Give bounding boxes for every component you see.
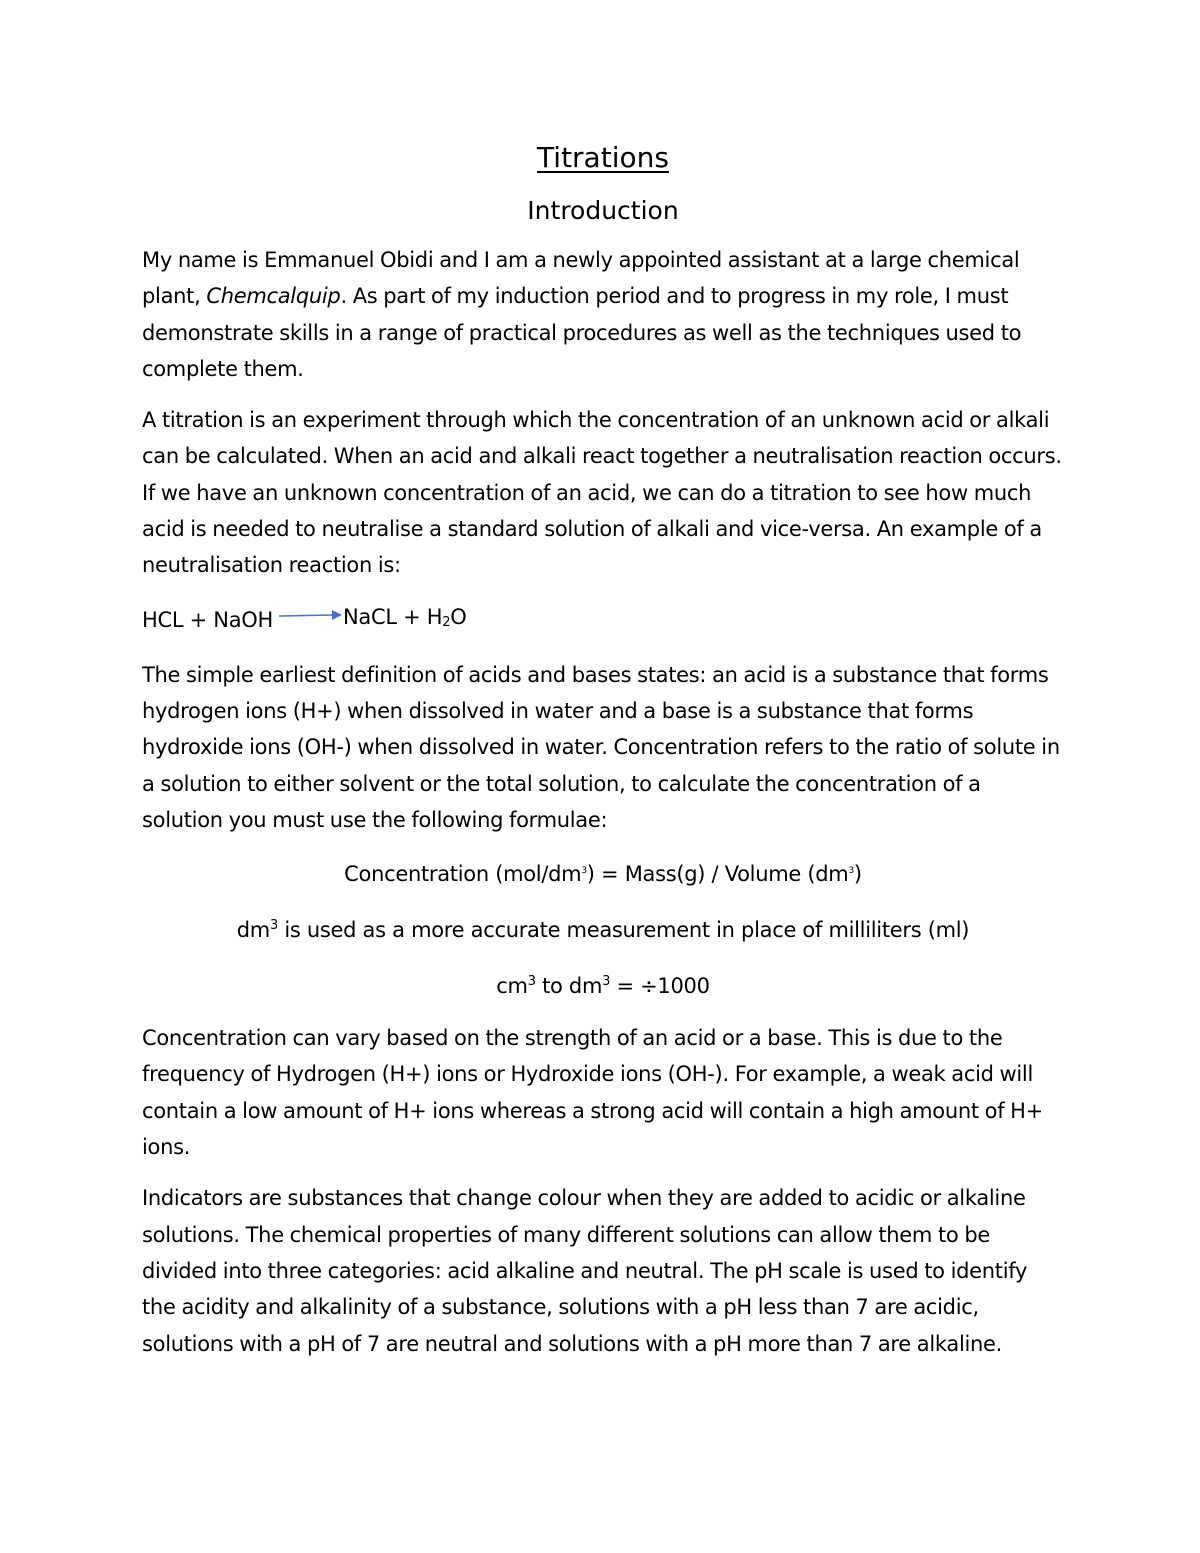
dm-explanation-text: is used as a more accurate measurement in place of milliliters (ml) [277, 918, 970, 943]
conversion-middle: to dm [535, 974, 603, 999]
conversion-result: = ÷1000 [610, 974, 710, 999]
indicators-paragraph: Indicators are substances that change colour when they are added to acidic or alkaline solutions. The chemical properties of many different solutions can allow them to be divided into three categories: acid alkaline and neutral. The pH scale is used to identify the acidity and alkalinity of a substance, solutions with a pH less than 7 are acidic, solutions with a pH of 7 are neutral and solutions with a pH more than 7 are alkaline. [142, 1186, 1028, 1356]
reaction-equation [142, 599, 1064, 641]
equation-products-prefix: NaCL + H [343, 604, 443, 629]
document-title: Titrations [537, 141, 669, 174]
concentration-formula [142, 853, 1064, 892]
equation-subscript: 2 [442, 614, 451, 630]
right-arrow-icon [277, 605, 343, 623]
cm-unit: cm [496, 974, 528, 999]
dm-unit: dm [236, 918, 270, 943]
intro-paragraph [142, 242, 1064, 387]
dm-explanation-line [142, 908, 1064, 948]
formula-superscript-1: 3 [581, 866, 587, 877]
equation-products-suffix: O [450, 604, 467, 629]
dm-superscript: 3 [269, 918, 278, 934]
equation-reactants: HCL + NaOH [142, 607, 273, 632]
company-name: Chemcalquip [206, 284, 341, 309]
formula-part-3: ) [853, 862, 862, 887]
intro-text-end: . As part of my induction period and to progress in my role, I must demonstrate skills in a range of practical procedures as well as the techniques used to complete them. [142, 284, 1022, 381]
titration-paragraph: A titration is an experiment through which the concentration of an unknown acid or alkali can be calculated. When an acid and alkali react together a neutralisation reaction occurs. If we have an unknown concentration of an acid, we can do a titration to see how much acid is needed to neutralise a standard solution of alkali and vice-versa. An example of a neutralisation reaction is: [142, 408, 1062, 578]
intro-text-start: My name is Emmanuel Obidi and I am a newly appointed assistant at a large chemical plant, [142, 248, 1020, 309]
formula-part-2: ) = Mass(g) / Volume (dm [586, 862, 849, 887]
formula-superscript-2: 3 [848, 866, 854, 877]
cm-superscript: 3 [527, 974, 536, 990]
dm-superscript-2: 3 [602, 974, 611, 990]
document-body [142, 140, 1064, 1377]
conversion-line [142, 964, 1064, 1004]
section-heading: Introduction [527, 196, 679, 225]
equation-products [343, 599, 467, 641]
acids-bases-paragraph: The simple earliest definition of acids and bases states: an acid is a substance that forms hydrogen ions (H+) when dissolved in water and a base is a substance that forms hydroxide ions (OH-) when dissolved in water. Concentration refers to the ratio of solute in a solution to either solvent or the total solution, to calculate the concentration of a solution you must use the following formulae: [142, 662, 1060, 832]
concentration-paragraph: Concentration can vary based on the strength of an acid or a base. This is due to the frequency of Hydrogen (H+) ions or Hydroxide ions (OH-). For example, a weak acid will contain a low amount of H+ ions whereas a strong acid will contain a high amount of H+ ions. [142, 1026, 1043, 1160]
formula-part-1: Concentration (mol/dm [344, 862, 582, 887]
